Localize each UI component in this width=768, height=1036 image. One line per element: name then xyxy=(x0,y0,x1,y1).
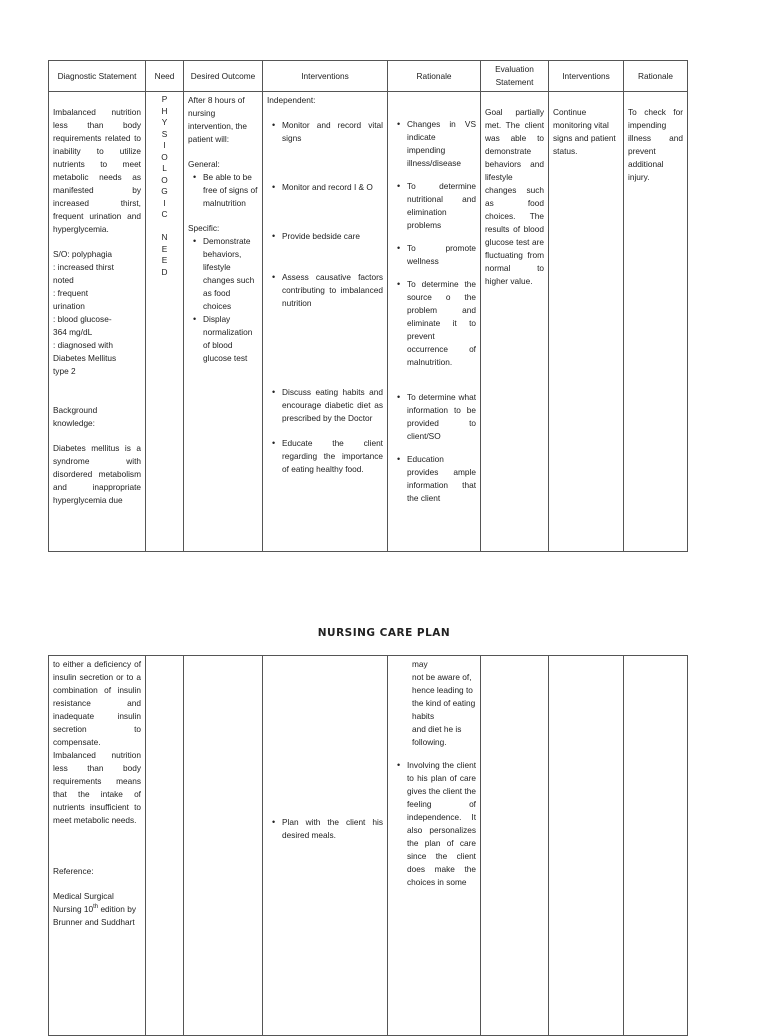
table-header-row xyxy=(49,61,688,92)
need-letter: H xyxy=(161,105,168,116)
header-rationale: Rationale xyxy=(388,61,481,92)
need-cell xyxy=(146,92,184,552)
need-letter: P xyxy=(161,94,168,104)
header-desired-outcome: Desired Outcome xyxy=(184,61,263,92)
interventions-2-cell xyxy=(549,92,624,552)
so-item: : frequent urination xyxy=(53,288,89,311)
list-item: • Monitor and record vital signs xyxy=(274,119,383,145)
rationale-2-cell xyxy=(624,656,688,1036)
background-knowledge-text: Diabetes mellitus is a syndrome with disordered metabolism and inappropriate hyperglycemia due xyxy=(53,443,141,505)
list-item: • To determine nutritional and elimination problems xyxy=(399,180,476,232)
need-letter: S xyxy=(161,128,168,139)
diagnostic-main-text: Imbalanced nutrition less than body requirements related to inability to utilize nutrients to meet metabolic needs as manifested by increased thirst, frequent urination and hyperglycemia. xyxy=(53,107,141,234)
diagnostic-statement-cell xyxy=(49,656,146,1036)
need-letter: D xyxy=(161,266,168,277)
care-plan-table-top xyxy=(48,60,688,552)
need-letter: E xyxy=(161,243,168,254)
rationale-list xyxy=(392,118,476,505)
need-letter: N xyxy=(161,232,168,242)
rationale-2-text: To check for impending illness and prevent additional injury. xyxy=(628,107,683,182)
list-item: • Discuss eating habits and encourage diabetic diet as prescribed by the Doctor xyxy=(274,386,383,425)
reference-text: Medical Surgical Nursing 10th edition by Brunner and Suddhart xyxy=(53,891,136,927)
so-item: : increased thirst noted xyxy=(53,262,114,285)
interventions-list xyxy=(267,816,383,842)
need-letter: G xyxy=(161,186,168,196)
header-need: Need xyxy=(146,61,184,92)
rationale-list xyxy=(392,759,476,889)
table-row xyxy=(49,92,688,552)
list-item: • Be able to be free of signs of malnutrition xyxy=(195,171,258,210)
diagnostic-statement-cell xyxy=(49,92,146,552)
need-letter xyxy=(150,221,179,233)
care-plan-table-bottom xyxy=(48,655,688,1036)
interventions-cell xyxy=(263,92,388,552)
need-letter: O xyxy=(161,174,168,185)
outcome-specific-label: Specific: xyxy=(188,223,220,233)
outcome-general-list xyxy=(188,171,258,210)
header-rationale-2: Rationale xyxy=(624,61,688,92)
outcome-general-label: General: xyxy=(188,159,220,169)
rationale-cell xyxy=(388,656,481,1036)
list-item: • Monitor and record I & O xyxy=(274,181,383,194)
rationale-cell xyxy=(388,92,481,552)
evaluation-text: Goal partially met. The client was able to demonstrate behaviors and lifestyle changes such as food choices. The results of blood glucose test are fluctuating from normal to higher value. xyxy=(485,107,544,286)
list-item: • Provide bedside care xyxy=(274,230,383,243)
diagnostic-continued-text: to either a deficiency of insulin secretion or to a combination of insulin resistance and inadequate insulin secretion to compensate. Imbalanced nutrition less than body requirements means that the intake of nutrients insufficient to meet metabolic needs. xyxy=(53,659,141,825)
interventions-cell xyxy=(263,656,388,1036)
desired-outcome-cell xyxy=(184,92,263,552)
need-letter: E xyxy=(161,255,168,265)
list-item: • Plan with the client his desired meals. xyxy=(274,816,383,842)
need-letter: C xyxy=(161,209,168,219)
list-item: • To determine the source o the problem and eliminate it to prevent occurrence of malnutrition. xyxy=(399,278,476,369)
evaluation-cell xyxy=(481,656,549,1036)
list-item: • Display normalization of blood glucose test xyxy=(195,313,258,365)
header-interventions: Interventions xyxy=(263,61,388,92)
header-diagnostic-statement: Diagnostic Statement xyxy=(49,61,146,92)
interventions-2-cell xyxy=(549,656,624,1036)
list-item: • Involving the client to his plan of care gives the client the feeling of independence. It also personalizes the plan of care since the client does make the choices in some xyxy=(399,759,476,889)
desired-outcome-cell xyxy=(184,656,263,1036)
need-letter: L xyxy=(162,163,167,173)
list-item: • Assess causative factors contributing to imbalanced nutrition xyxy=(274,271,383,310)
list-item: • To promote wellness xyxy=(399,242,476,268)
list-item: • Changes in VS indicate impending illness/disease xyxy=(399,118,476,170)
interventions-2-text: Continue monitoring vital signs and patient status. xyxy=(553,107,616,156)
outcome-intro: After 8 hours of nursing intervention, the patient will: xyxy=(188,95,248,144)
need-letter: I xyxy=(163,197,166,208)
rationale-2-cell xyxy=(624,92,688,552)
so-item: : blood glucose- 364 mg/dL xyxy=(53,314,112,337)
page-title: NURSING CARE PLAN xyxy=(317,627,451,639)
list-item: • To determine what information to be provided to client/SO xyxy=(399,391,476,443)
subjective-objective-label: S/O: polyphagia xyxy=(53,249,113,259)
list-item: • Educate the client regarding the importance of eating healthy food. xyxy=(274,437,383,476)
so-item: : diagnosed with Diabetes Mellitus type 2 xyxy=(53,340,117,376)
table-row xyxy=(49,656,688,1036)
reference-label: Reference: xyxy=(53,866,94,876)
evaluation-cell xyxy=(481,92,549,552)
header-evaluation-statement: Evaluation Statement xyxy=(481,61,549,92)
list-item: • Education provides ample information that the client xyxy=(399,453,476,505)
outcome-specific-list xyxy=(188,235,258,365)
interventions-label: Independent: xyxy=(267,95,316,105)
need-cell xyxy=(146,656,184,1036)
need-letter: O xyxy=(161,151,168,162)
interventions-list xyxy=(267,119,383,476)
need-letter: Y xyxy=(161,117,168,127)
need-letter: I xyxy=(163,140,166,150)
header-interventions-2: Interventions xyxy=(549,61,624,92)
background-knowledge-label: Background knowledge: xyxy=(53,405,98,428)
rationale-continued-text: may not be aware of, hence leading to the kind of eating habits and diet he is following. xyxy=(412,659,476,747)
list-item: • Demonstrate behaviors, lifestyle changes such as food choices xyxy=(195,235,258,313)
